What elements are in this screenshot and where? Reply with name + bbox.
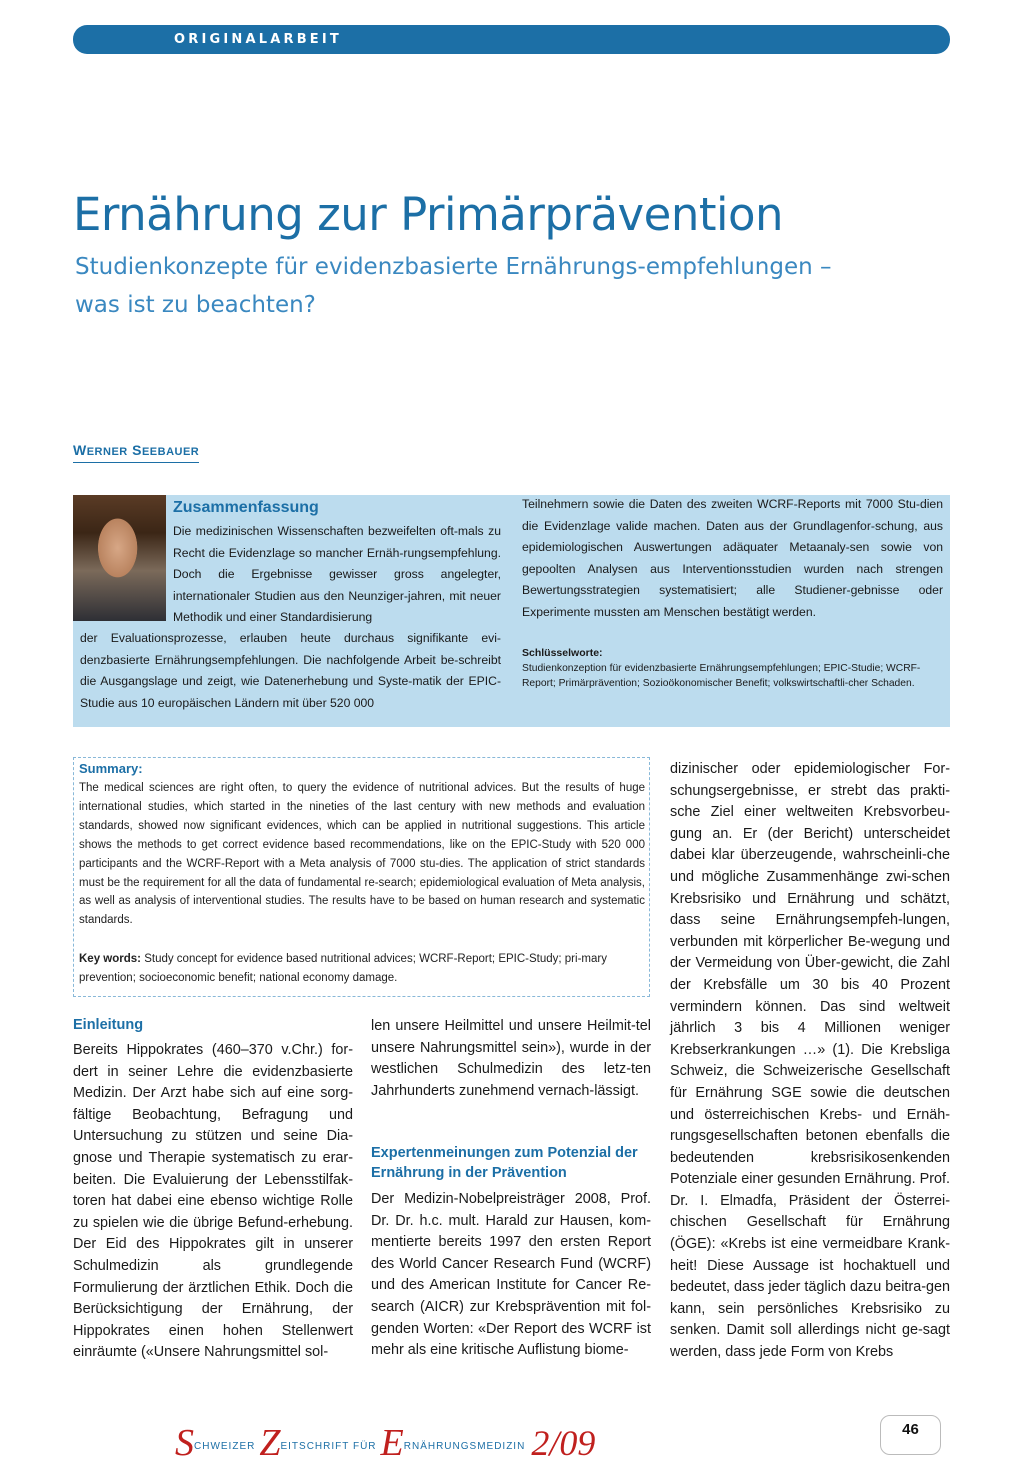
logo-s-rest: CHWEIZER <box>194 1441 256 1452</box>
body-column-1: Bereits Hippokrates (460–370 v.Chr.) for-dert in seiner Lehre die evidenzbasierte Medizin. Der Arzt habe sich auf eine sorg-fältige Beobachtung, Befragung und Untersuchung zu stützen und seine Dia-gnose und Therapie systematisch zu erar-beiten. Die Evaluierung der Lebensstilfak-toren hat dabei eine ebenso wichtige Rolle zu spielen wie die übrige Befund-erhebung. Der Eid des Hippokrates gilt in unserer Schulmedizin als grundlegende Formulierung der ärztlichen Ethik. Doch die Berücksichtigung der Ernährung, der Hippokrates einen hohen Stellenwert einräumte («Unsere Nahrungsmittel sol- <box>73 1042 353 1361</box>
logo-e: E <box>380 1422 404 1464</box>
abstract-text-part1: Die medizinischen Wissenschaften bezweifelten oft-mals zu Recht die Evidenzlage so mancher Ernäh-rungsempfehlung. Doch die Ergebnisse gewisser gross angelegter, internationaler Studien aus den Neunziger-jahren, mit neuer Methodik und einer Standardisierung <box>173 524 501 624</box>
section-label: ORIGINALARBEIT <box>174 32 342 47</box>
author-first-rest: ERNER <box>86 446 128 458</box>
summary-keywords-text: Study concept for evidence based nutritional advices; WCRF-Report; EPIC-Study; pri-mary prevention; socioeconomic benefit; national economy damage. <box>79 953 607 984</box>
summary-heading: Summary: <box>79 761 143 776</box>
issue-number: 2/09 <box>531 1423 596 1463</box>
keywords-heading: Schlüsselworte: <box>522 647 603 659</box>
author-first-initial: W <box>73 442 87 458</box>
abstract-text-part3: Teilnehmern sowie die Daten des zweiten WCRF-Reports mit 7000 Stu-dien die Evidenzlage valide machen. Daten aus der Grundlagenfor-schung, aus epidemiologischen Auswertungen adäquater Metaanaly-sen sowie von gepoolten Analysen aus Interventionsstudien wurden nach strengen Bewertungsstrategien systematisiert; alle Studiener-gebnisse oder Experimente mussten am Menschen bestätigt werden. <box>522 497 943 619</box>
author-photo <box>73 495 166 621</box>
article-subtitle: Studienkonzepte für evidenzbasierte Ernährungs-empfehlungen – was ist zu beachten? <box>75 254 832 318</box>
abstract-text-part2: der Evaluationsprozesse, erlauben heute durchaus signifikante evi-denzbasierte Ernährungsempfehlungen. Die nachfolgende Arbeit be-schreibt die Ausgangslage und zeigt, wie Datenerhebung und Syste-matik der EPIC-Studie aus 10 europäischen Ländern mit über 520 000 <box>80 631 501 710</box>
author-last-rest: EEBAUER <box>141 446 200 458</box>
page-number: 46 <box>880 1415 941 1455</box>
journal-logo <box>175 1422 595 1464</box>
author-name <box>73 442 199 463</box>
logo-z: Z <box>259 1422 281 1464</box>
summary-text: The medical sciences are right often, to query the evidence of nutritional advices. But the results of huge international studies, which started in the nineties of the last century with new methods and evaluation standards, showed now significant evidences, which can be applied in nutritional suggestions. This article shows the methods to get correct evidence based recommendations, like on the EPIC-Study with 520 000 participants and the WCRF-Report with a Meta analysis of 7000 stu-dies. The application of strict standards must be the requirement for all the data of fundamental re-search; epidemiological evaluation of Meta analysis, as well as analysis of interventional studies. The results have to be based on human research and systematic standards. <box>79 782 645 927</box>
abstract-heading: Zusammenfassung <box>173 499 319 516</box>
keywords-text: Studienkonzeption für evidenzbasierte Ernährungsempfehlungen; EPIC-Studie; WCRF-Report; Primärprävention; Sozioökonomischer Benefit; volkswirtschaftli-cher Schaden. <box>522 663 921 689</box>
body-column-2-top: len unsere Heilmittel und unsere Heilmit-tel unsere Nahrungsmittel sein»), wurde in der westlichen Schulmedizin des letz-ten Jahrhunderts zunehmend vernach-lässigt. <box>371 1018 651 1099</box>
article-title: Ernährung zur Primärprävention <box>73 188 784 241</box>
section-heading-experten: Expertenmeinungen zum Potenzial der Ernährung in der Prävention <box>371 1145 638 1181</box>
section-banner <box>73 25 950 54</box>
summary-keywords-label: Key words: <box>79 953 141 965</box>
author-last-initial: S <box>132 442 142 458</box>
logo-e-rest: RNÄHRUNGSMEDIZIN <box>403 1441 526 1452</box>
logo-s: S <box>175 1422 194 1464</box>
section-heading-einleitung: Einleitung <box>73 1017 144 1033</box>
body-column-2-bottom: Der Medizin-Nobelpreisträger 2008, Prof. Dr. Dr. h.c. mult. Harald zur Hausen, kom-mentierte bereits 1997 den ersten Report des World Cancer Research Fund (WCRF) und des American Institute for Cancer Re-search (AICR) zur Krebsprävention mit fol-genden Worten: «Der Report des WCRF ist mehr als eine kritische Auflistung biome- <box>371 1191 651 1359</box>
body-column-3: dizinischer oder epidemiologischer For-schungsergebnisse, er strebt das prakti-sche Ziel einer weltweiten Krebsvorbeu-gung an. Er (der Bericht) unterscheidet dabei klar überzeugende, wahrscheinli-che und mögliche Zusammenhänge zwi-schen Krebsrisiko und Ernährung und schätzt, dass seine Ernährungsempfeh-lungen, verbunden mit körperlicher Be-wegung und der Vermeidung von Über-gewicht, die Zahl der Krebsfälle um 30 bis 40 Prozent vermindern können. Das sind weltweit jährlich 3 bis 4 Millionen weniger Krebserkrankungen …» (1). Die Krebsliga Schweiz, die Schweizerische Gesellschaft für Ernährung SGE sowie die deutschen und österreichischen Krebs- und Ernäh-rungsgesellschaften betonen ebenfalls die bedeutenden krebsrisikosenkenden Potenziale einer gesunden Ernährung. Prof. Dr. I. Elmadfa, Präsident der Österrei-chischen Gesellschaft für Ernährung (ÖGE): «Krebs ist eine vermeidbare Krank-heit! Diese Aussage ist hochaktuell und bedeutet, dass jeder täglich dazu beitra-gen kann, sein persönliches Krebsrisiko zu senken. Damit soll allerdings nicht ge-sagt werden, dass jede Form von Krebs <box>670 761 951 1361</box>
logo-z-rest: EITSCHRIFT FÜR <box>280 1441 377 1452</box>
summary-keywords <box>79 950 645 988</box>
